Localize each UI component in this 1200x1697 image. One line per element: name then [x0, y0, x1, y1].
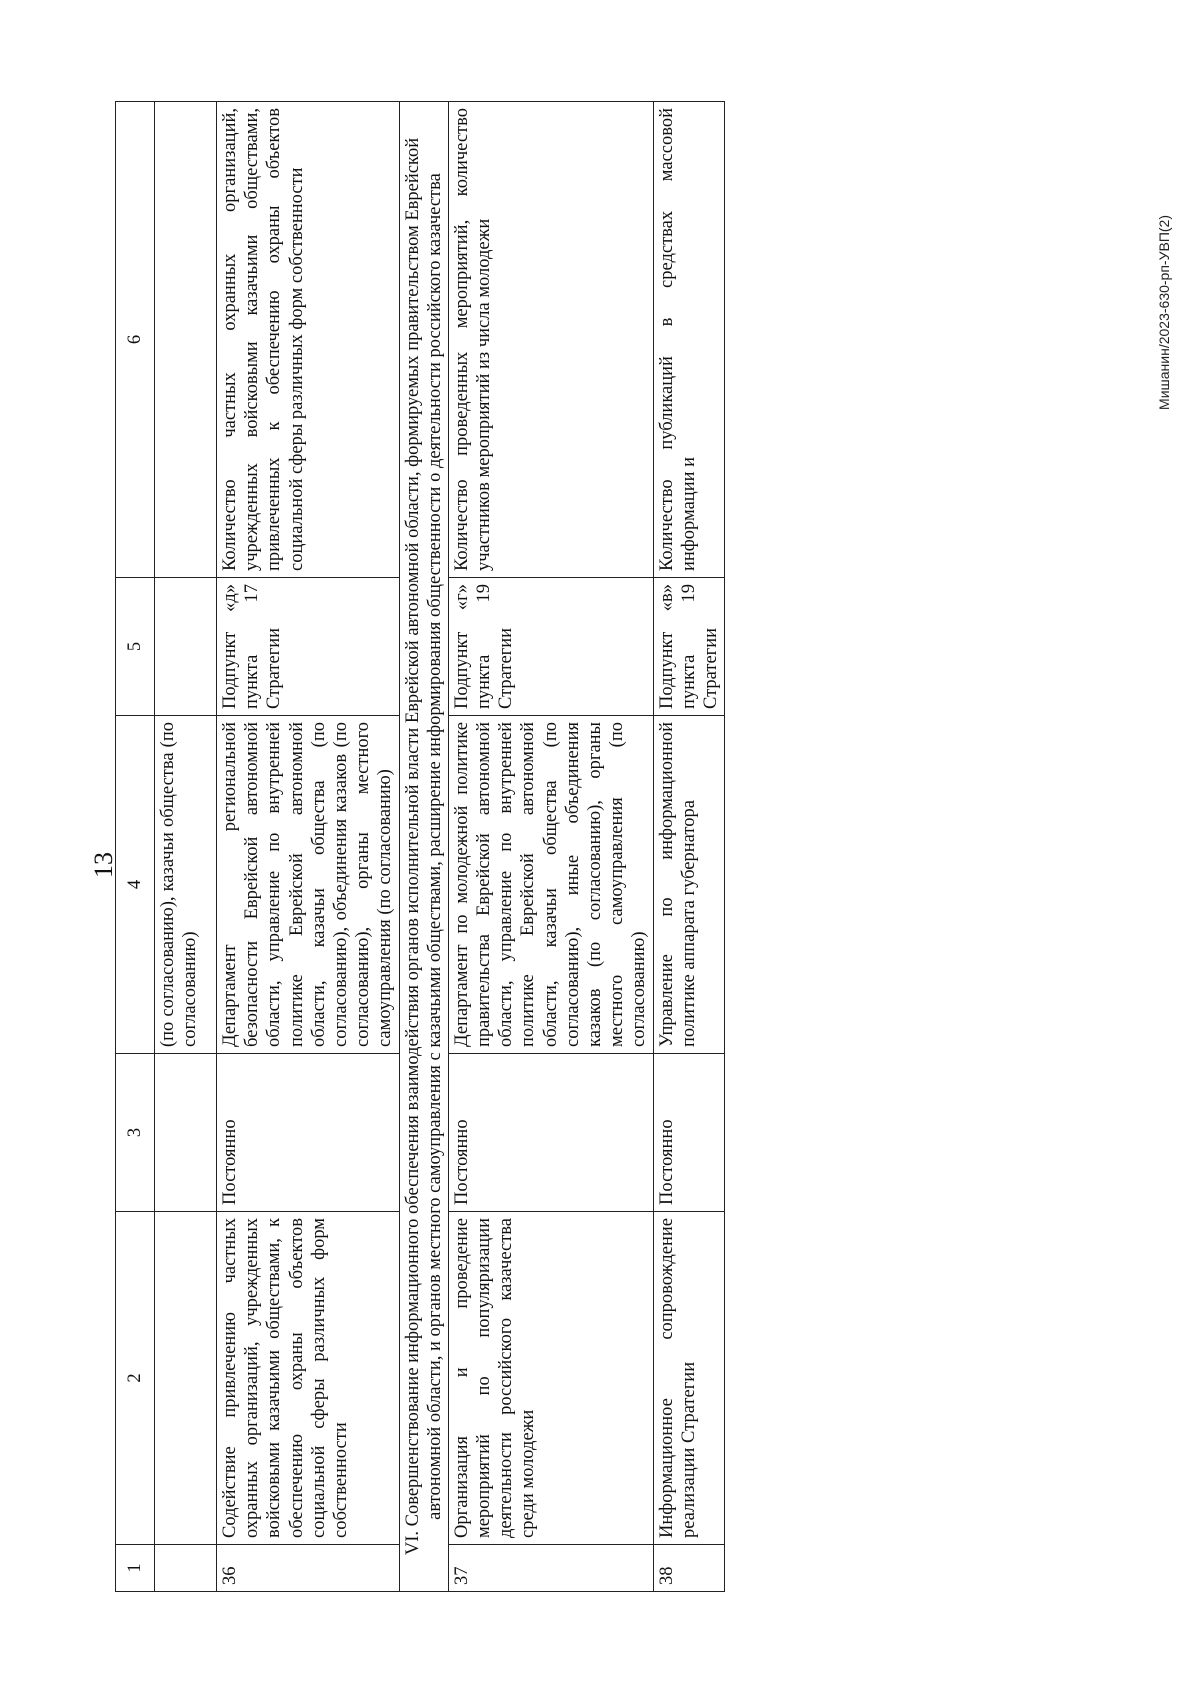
section-row — [399, 102, 448, 1592]
row-executor: Управление по информационной политике аппарата губернатора — [653, 716, 725, 1054]
row-indicator: Количество частных охранных организаций, учрежденных войсковыми казачьими обществами, привлеченных к обеспечению охраны объектов социальной сферы различных форм собственности — [217, 102, 400, 578]
cont-term — [155, 1054, 217, 1212]
section-title: VI. Совершенствование информационного обеспечения взаимодействия органов исполнительной власти Еврейской автономной области, формируемых правительством Еврейской автономной области, и органов местного самоуправления с казачьими обществами, расширение информирования общественности о деятельности российского казачества — [399, 102, 448, 1592]
row-number: 38 — [653, 1545, 725, 1592]
continuation-row — [155, 102, 217, 1592]
rotated-table-container — [115, 102, 1105, 1592]
row-basis: Подпункт «в» пункта 19 Стратегии — [653, 578, 725, 716]
header-row — [116, 102, 155, 1592]
cont-indicator — [155, 102, 217, 578]
header-col-3: 3 — [116, 1054, 155, 1212]
table-row — [653, 102, 725, 1592]
header-col-5: 5 — [116, 578, 155, 716]
page-number: 13 — [89, 852, 118, 878]
header-col-6: 6 — [116, 102, 155, 578]
row-term: Постоянно — [448, 1054, 653, 1212]
row-indicator: Количество проведенных мероприятий, количество участников мероприятий из числа молодежи — [448, 102, 653, 578]
cont-executor: (по согласованию), казачьи общества (по согласованию) — [155, 716, 217, 1054]
header-col-1: 1 — [116, 1545, 155, 1592]
cont-basis — [155, 578, 217, 716]
row-executor: Департамент по молодежной политике правительства Еврейской автономной области, управление по внутренней политике Еврейской автономной области, казачьи общества (по согласованию), иные объединения казаков (по согласованию), органы местного самоуправления (по согласованию) — [448, 716, 653, 1054]
row-activity: Информационное сопровождение реализации Стратегии — [653, 1212, 725, 1545]
row-indicator: Количество публикаций в средствах массовой информации и — [653, 102, 725, 578]
cont-num — [155, 1545, 217, 1592]
header-col-2: 2 — [116, 1212, 155, 1545]
measures-table — [115, 101, 725, 1592]
row-term: Постоянно — [217, 1054, 400, 1212]
row-term: Постоянно — [653, 1054, 725, 1212]
row-executor: Департамент региональной безопасности Еврейской автономной области, управление по внутренней политике Еврейской автономной области, казачьи общества (по согласованию), объединения казаков (по согласованию), органы местного самоуправления (по согласованию) — [217, 716, 400, 1054]
document-code: Мишанин/2023-630-рп-УВП(2) — [1156, 215, 1172, 410]
row-number: 37 — [448, 1545, 653, 1592]
row-activity: Организация и проведение мероприятий по популяризации деятельности российского казачества среди молодежи — [448, 1212, 653, 1545]
row-basis: Подпункт «г» пункта 19 Стратегии — [448, 578, 653, 716]
row-activity: Содействие привлечению частных охранных организаций, учрежденных войсковыми казачьими обществами, к обеспечению охраны объектов социальной сферы различных форм собственности — [217, 1212, 400, 1545]
table-row — [448, 102, 653, 1592]
row-basis: Подпункт «д» пункта 17 Стратегии — [217, 578, 400, 716]
cont-activity — [155, 1212, 217, 1545]
table-row — [217, 102, 400, 1592]
row-number: 36 — [217, 1545, 400, 1592]
header-col-4: 4 — [116, 716, 155, 1054]
